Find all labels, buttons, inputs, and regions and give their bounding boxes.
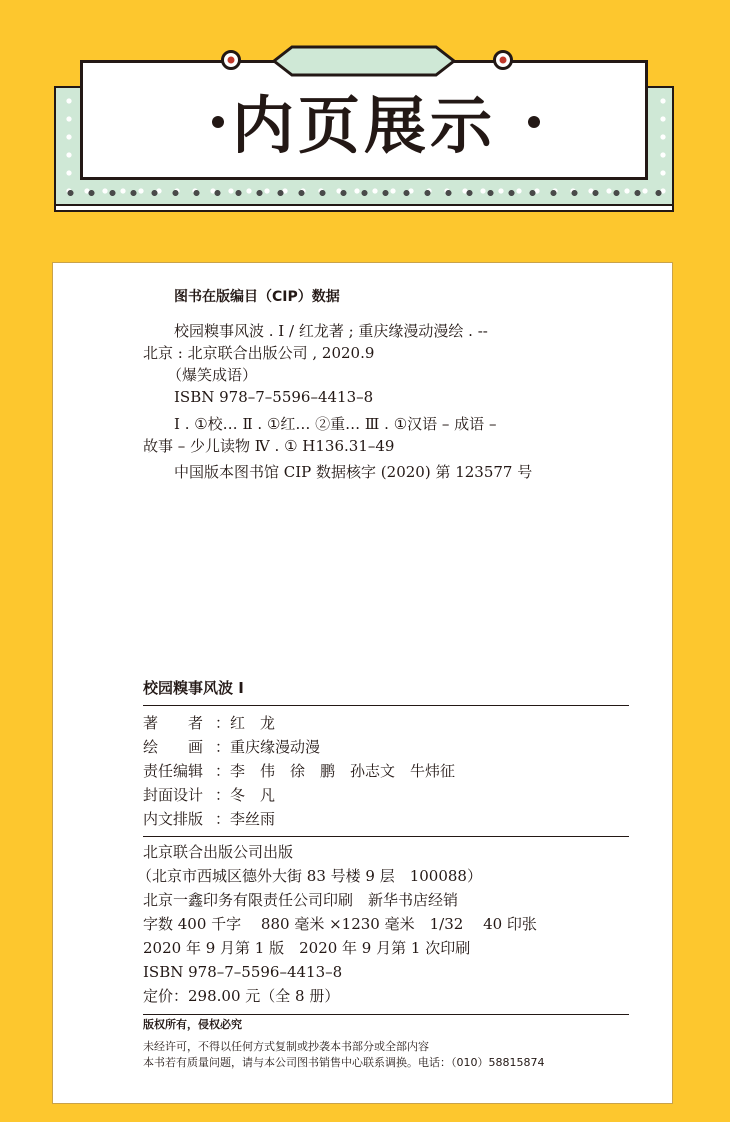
copyright-line: 本书若有质量问题，请与本公司图书销售中心联系调换。电话：（010）58815874 — [143, 1056, 545, 1069]
credit-illustrator: 绘 画 ：重庆缘漫动漫 — [143, 738, 321, 756]
book-title: 校园糗事风波 Ⅰ — [143, 679, 244, 697]
pub-line: 定价：298.00 元（全 8 册） — [143, 987, 340, 1005]
cip-line: 故事 – 少儿读物 Ⅳ . ① H136.31–49 — [143, 437, 395, 455]
credit-label: 著 者 — [143, 714, 204, 732]
title-divider — [143, 705, 629, 706]
pub-line: ISBN 978–7–5596–4413–8 — [143, 963, 343, 981]
cip-line: 校园糗事风波 . Ⅰ / 红龙著 ; 重庆缘漫动漫绘 . -- — [174, 322, 488, 340]
credit-value: 冬 凡 — [230, 786, 276, 804]
pub-divider — [143, 1014, 629, 1015]
credit-label: 封面设计 — [143, 786, 204, 804]
cip-line: Ⅰ . ①校… Ⅱ . ①红… ②重… Ⅲ . ①汉语 – 成语 – — [174, 415, 497, 433]
pub-line: 字数 400 千字 880 毫米 ×1230 毫米 1/32 40 印张 — [143, 915, 537, 933]
pub-line: 北京一鑫印务有限责任公司印刷 新华书店经销 — [143, 891, 459, 909]
cip-line: （爆笑成语） — [167, 366, 258, 384]
credits-divider — [143, 836, 629, 837]
cip-line: 北京 : 北京联合出版公司 , 2020.9 — [143, 344, 375, 362]
credit-author: 著 者 ：红 龙 — [143, 714, 276, 732]
credit-value: 李 伟 徐 鹏 孙志文 牛炜征 — [230, 762, 456, 780]
credit-label: 责任编辑 — [143, 762, 204, 780]
cip-heading: 图书在版编目（CIP）数据 — [174, 289, 340, 305]
credit-editors: 责任编辑 ：李 伟 徐 鹏 孙志文 牛炜征 — [143, 762, 456, 780]
credit-value: 重庆缘漫动漫 — [230, 738, 321, 756]
credit-label: 内文排版 — [143, 810, 204, 828]
pub-line: 北京联合出版公司出版 — [143, 843, 294, 861]
banner-title: 内页展示 — [231, 88, 496, 162]
cip-line: 中国版本图书馆 CIP 数据核字 (2020) 第 123577 号 — [174, 463, 533, 481]
credit-layout: 内文排版 ：李丝雨 — [143, 810, 276, 828]
copyright-heading: 版权所有，侵权必究 — [143, 1018, 242, 1031]
credit-value: 红 龙 — [230, 714, 276, 732]
credit-label: 绘 画 — [143, 738, 204, 756]
pub-line: （北京市西城区德外大街 83 号楼 9 层 100088） — [137, 867, 482, 885]
banner-ribbon-edge — [54, 204, 674, 212]
credit-value: 李丝雨 — [230, 810, 276, 828]
pub-line: 2020 年 9 月第 1 版 2020 年 9 月第 1 次印刷 — [143, 939, 471, 957]
copyright-page — [52, 262, 673, 1104]
credit-cover-design: 封面设计 ：冬 凡 — [143, 786, 276, 804]
cip-line: ISBN 978–7–5596–4413–8 — [174, 388, 374, 406]
banner — [0, 0, 730, 230]
banner-dark-dots — [54, 182, 674, 204]
copyright-line: 未经许可，不得以任何方式复制或抄袭本书部分或全部内容 — [143, 1040, 429, 1053]
